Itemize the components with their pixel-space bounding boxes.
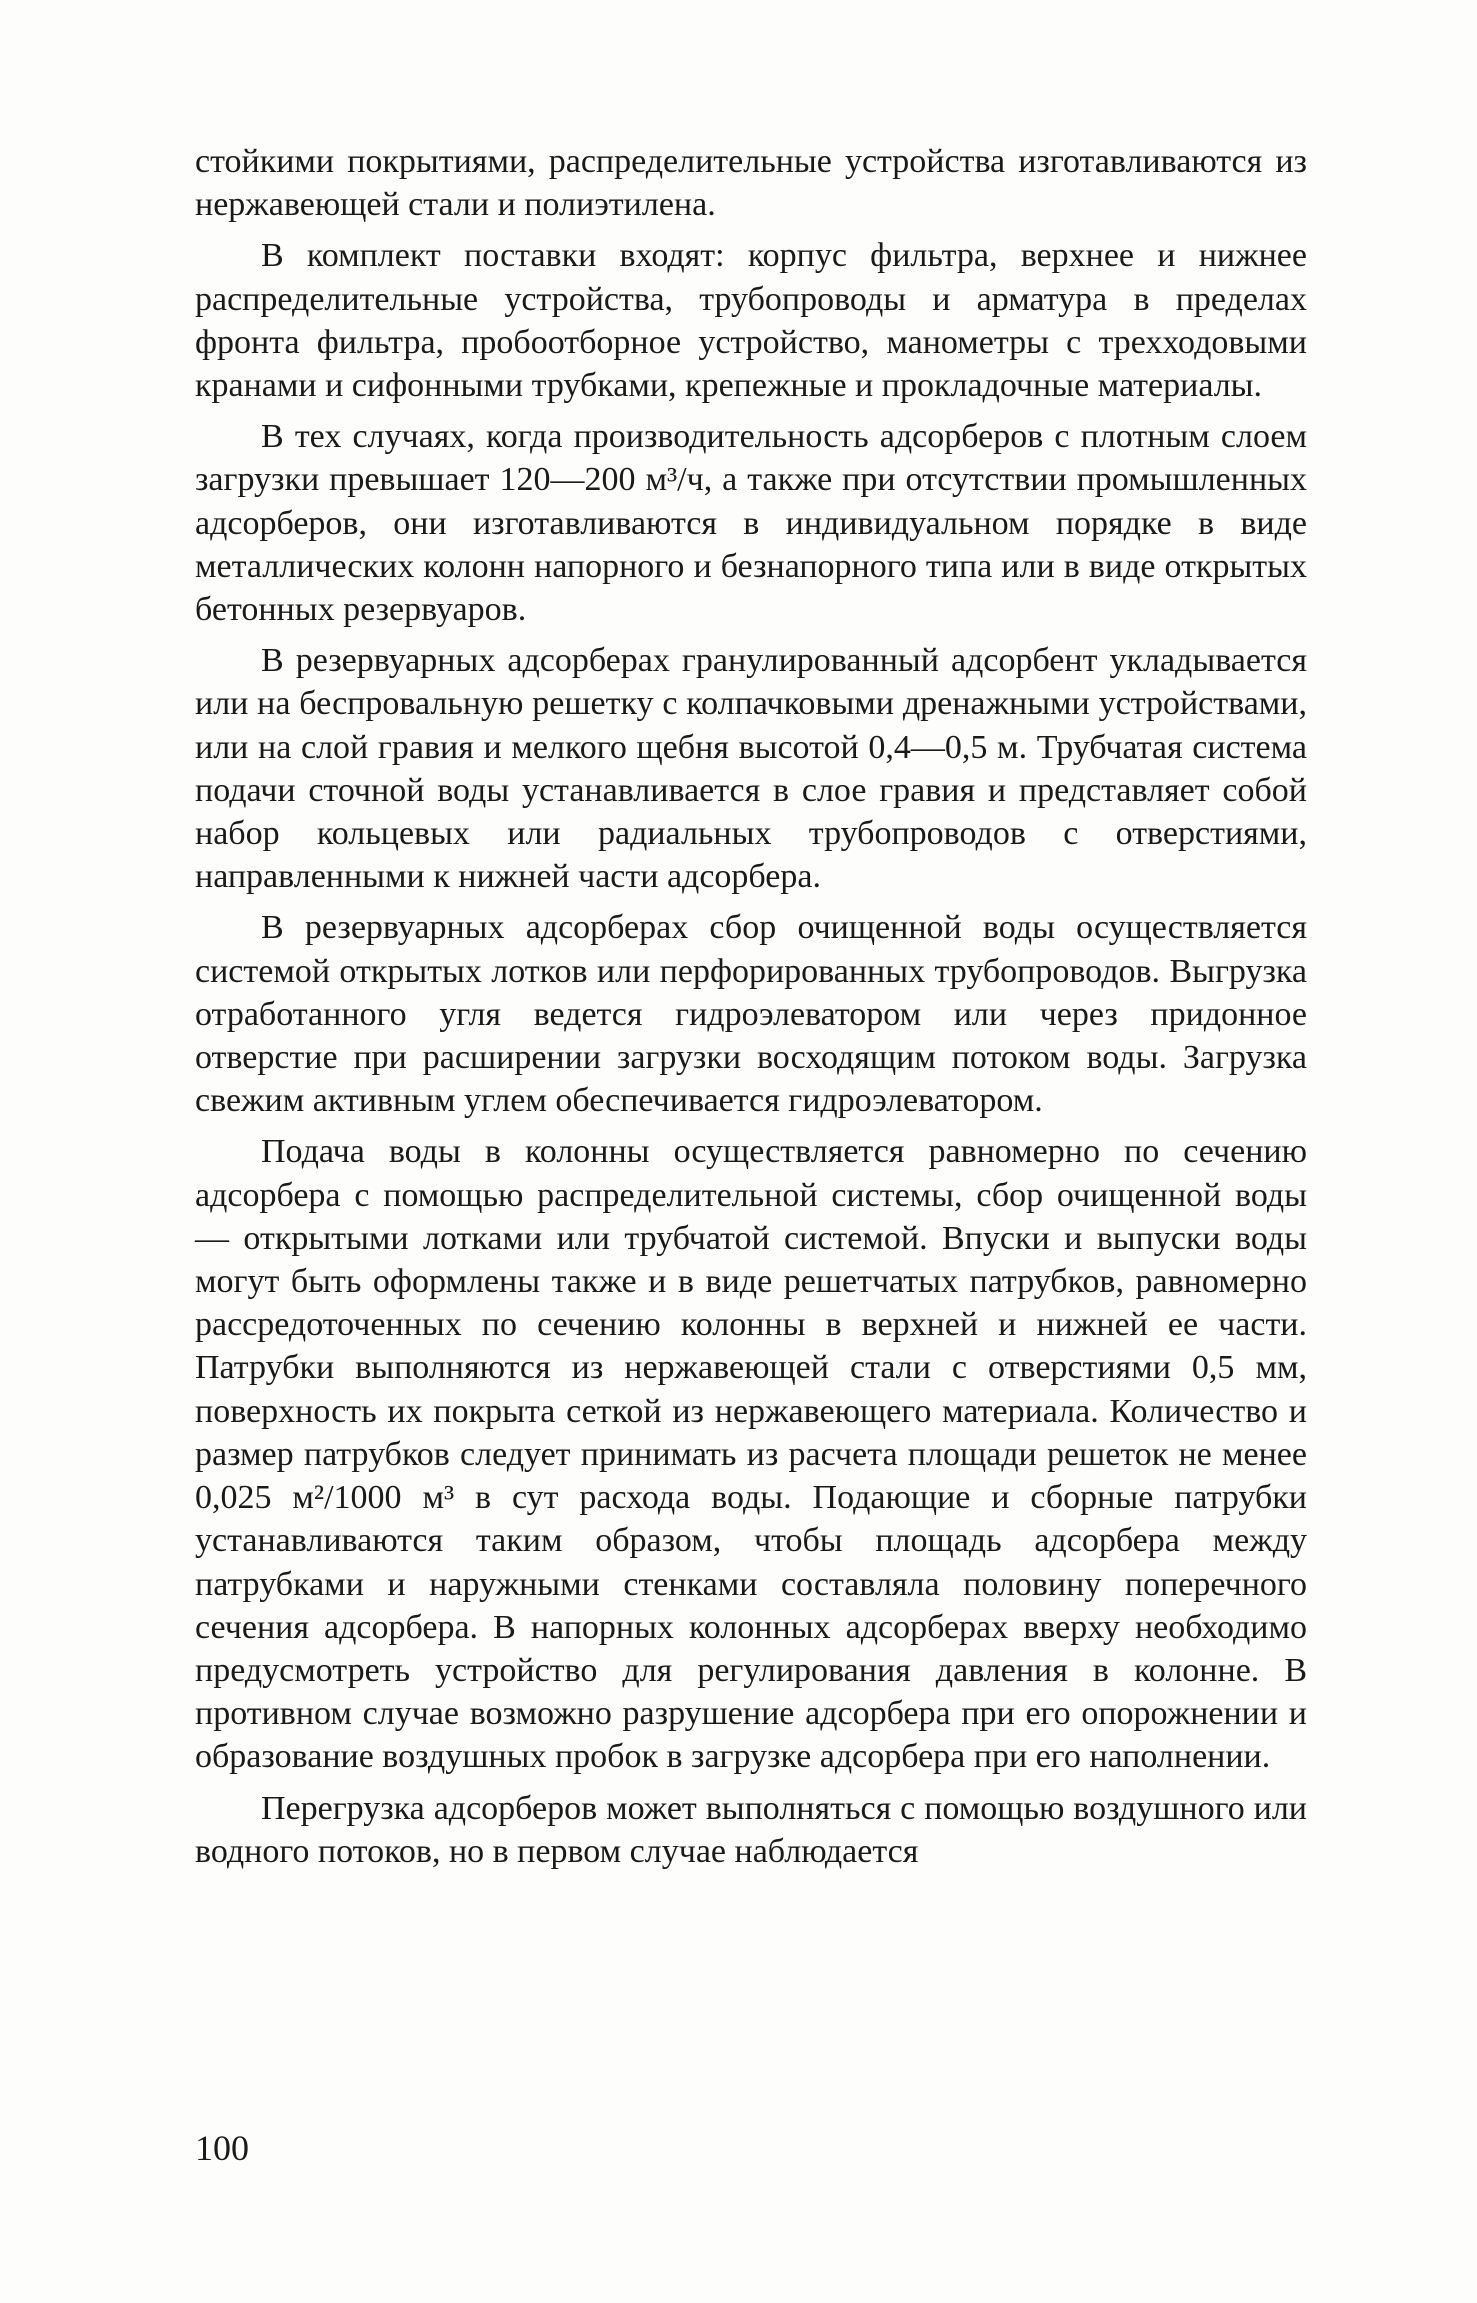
paragraph-reloading: Перегрузка адсорберов может выполняться с помощью воздушного или водного потоков, но в первом случае наблюдается: [195, 1789, 1307, 1870]
paragraph-continuation: стойкими покрытиями, распределительные устройства изготавливаются из нержавеющей стали и полиэтилена.: [195, 143, 1307, 224]
paragraph-delivery-set: В комплект поставки входят: корпус фильтра, верхнее и нижнее распределительные устройства, трубопроводы и арматура в пределах фронта фильтра, пробоотборное устройство, манометры с трехходовыми кранами и сифонными трубками, крепежные и прокладочные материалы.: [195, 237, 1307, 405]
paragraph-water-supply: Подача воды в колонны осуществляется равномерно по сечению адсорбера с помощью распределительной системы, сбор очищенной воды — открытыми лотками или трубчатой системой. Впуски и выпуски воды могут быть оформлены также и в виде решетчатых патрубков, равномерно рассредоточенных по сечению колонны в верхней и нижней ее части. Патрубки выполняются из нержавеющей стали с отверстиями 0,5 мм, поверхность их покрыта сеткой из нержавеющего материала. Количество и размер патрубков следует принимать из расчета площади решеток не менее 0,025 м²/1000 м³ в сут расхода воды. Подающие и сборные патрубки устанавливаются таким образом, чтобы площадь адсорбера между патрубками и наружными стенками составляла половину поперечного сечения адсорбера. В напорных колонных адсорберах вверху необходимо предусмотреть устройство для регулирования давления в колонне. В противном случае возможно разрушение адсорбера при его опорожнении и образование воздушных пробок в загрузке адсорбера при его наполнении.: [195, 1133, 1307, 1776]
page-number: 100: [195, 2128, 249, 2168]
paragraph-reservoir-loading: В резервуарных адсорберах гранулированный адсорбент укладывается или на беспровальную решетку с колпачковыми дренажными устройствами, или на слой гравия и мелкого щебня высотой 0,4—0,5 м. Трубчатая система подачи сточной воды устанавливается в слое гравия и представляет собой набор кольцевых или радиальных трубопроводов с отверстиями, направленными к нижней части адсорбера.: [195, 642, 1307, 896]
paragraph-reservoir-collection: В резервуарных адсорберах сбор очищенной воды осуществляется системой открытых лотков или перфорированных трубопроводов. Выгрузка отработанного угля ведется гидроэлеватором или через придонное отверстие при расширении загрузки восходящим потоком воды. Загрузка свежим активным углем обеспечивается гидроэлеватором.: [195, 909, 1307, 1120]
body-text: [195, 140, 1307, 1873]
paragraph-custom-adsorbers: В тех случаях, когда производительность адсорберов с плотным слоем загрузки превышает 120—200 м³/ч, а также при отсутствии промышленных адсорберов, они изготавливаются в индивидуальном порядке в виде металлических колонн напорного и безнапорного типа или в виде открытых бетонных резервуаров.: [195, 418, 1307, 629]
